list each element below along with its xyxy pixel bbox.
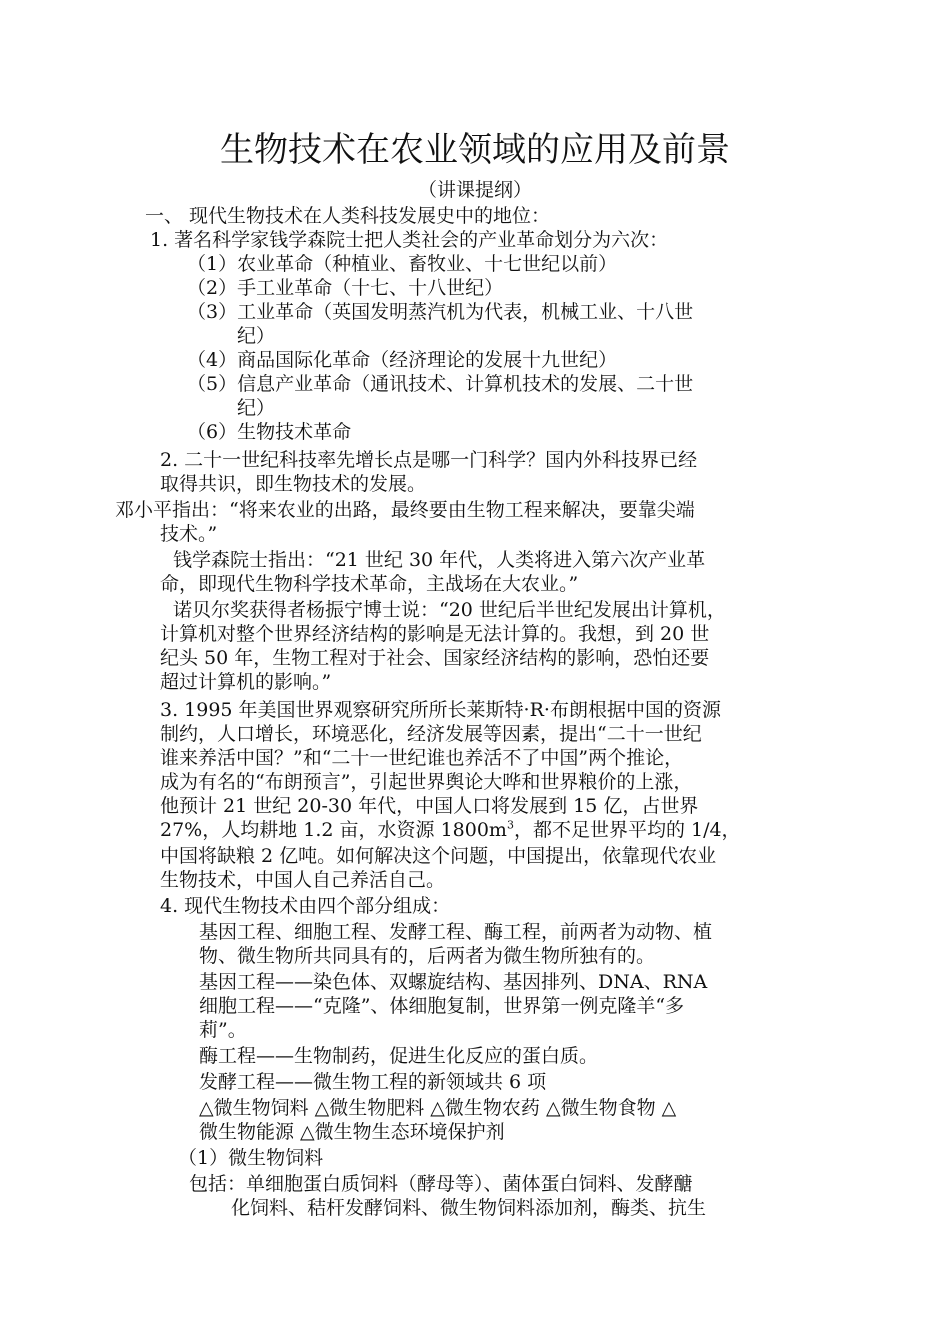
paragraph-line: 1. 著名科学家钱学森院士把人类社会的产业革命划分为六次：	[150, 229, 669, 251]
list-item: （6）生物技术革命	[187, 421, 352, 443]
paragraph-line: 物、微生物所共同具有的，后两者为微生物所独有的。	[199, 945, 656, 967]
list-item: （5）信息产业革命（通讯技术、计算机技术的发展、二十世	[187, 373, 694, 395]
list-item: （1）农业革命（种植业、畜牧业、十七世纪以前）	[187, 253, 618, 275]
paragraph-line: 中国将缺粮 2 亿吨。如何解决这个问题，中国提出，依靠现代农业	[160, 845, 717, 867]
list-item: （4）商品国际化革命（经济理论的发展十九世纪）	[187, 349, 618, 371]
paragraph-line: 邓小平指出：“将来农业的出路，最终要由生物工程来解决，要靠尖端	[115, 499, 695, 521]
paragraph-line: 制约，人口增长，环境恶化，经济发展等因素，提出“二十一世纪	[160, 723, 702, 745]
paragraph-line: 包括：单细胞蛋白质饲料（酵母等）、菌体蛋白饲料、发酵醣	[189, 1173, 693, 1195]
paragraph-line: 莉”。	[199, 1019, 247, 1041]
paragraph-line: 技术。”	[160, 523, 218, 545]
paragraph-text: ，都不足世界平均的 1/4，	[513, 819, 741, 841]
paragraph-line: 细胞工程——“克隆”、体细胞复制，世界第一例克隆羊“多	[199, 995, 685, 1017]
paragraph-line: 2. 二十一世纪科技率先增长点是哪一门科学？国内外科技界已经	[160, 449, 698, 471]
paragraph-line	[160, 818, 741, 842]
paragraph-line: 计算机对整个世界经济结构的影响是无法计算的。我想，到 20 世	[160, 623, 710, 645]
paragraph-line: 3. 1995 年美国世界观察研究所所长莱斯特·R·布朗根据中国的资源	[160, 699, 721, 721]
paragraph-line: 钱学森院士指出：“21 世纪 30 年代，人类将进入第六次产业革	[173, 549, 706, 571]
list-item: （1）微生物饲料	[178, 1147, 324, 1169]
document-title: 生物技术在农业领域的应用及前景	[220, 130, 730, 170]
list-item-continuation: 纪）	[237, 397, 276, 419]
paragraph-line: 基因工程——染色体、双螺旋结构、基因排列、DNA、RNA	[199, 971, 708, 993]
paragraph-line: 基因工程、细胞工程、发酵工程、酶工程，前两者为动物、植	[199, 921, 713, 943]
list-item-continuation: 纪）	[237, 325, 276, 347]
paragraph-line: 超过计算机的影响。”	[160, 671, 332, 693]
paragraph-line: 发酵工程——微生物工程的新领域共 6 项	[199, 1071, 547, 1093]
paragraph-line: 诺贝尔奖获得者杨振宁博士说：“20 世纪后半世纪发展出计算机，	[173, 599, 726, 621]
paragraph-line: 成为有名的“布朗预言”，引起世界舆论大哗和世界粮价的上涨，	[160, 771, 693, 793]
paragraph-line: 4. 现代生物技术由四个部分组成：	[160, 895, 451, 917]
paragraph-line: 微生物能源 △微生物生态环境保护剂	[199, 1121, 505, 1143]
superscript: 3	[506, 818, 514, 832]
paragraph-line: 他预计 21 世纪 20-30 年代，中国人口将发展到 15 亿，占世界	[160, 795, 699, 817]
paragraph-line: 纪头 50 年，生物工程对于社会、国家经济结构的影响，恐怕还要	[160, 647, 710, 669]
paragraph-line: 生物技术，中国人自己养活自己。	[160, 869, 446, 891]
paragraph-line: △微生物饲料 △微生物肥料 △微生物农药 △微生物食物 △	[199, 1097, 677, 1119]
paragraph-text: 27%，人均耕地 1.2 亩，水资源 1800m	[160, 819, 507, 841]
section-heading-1: 一、 现代生物技术在人类科技发展史中的地位：	[145, 205, 551, 227]
document-subtitle: （讲课提纲）	[417, 179, 532, 201]
list-item: （3）工业革命（英国发明蒸汽机为代表，机械工业、十八世	[187, 301, 694, 323]
paragraph-line: 谁来养活中国？”和“二十一世纪谁也养活不了中国”两个推论，	[160, 747, 684, 769]
paragraph-line: 化饲料、秸杆发酵饲料、微生物饲料添加剂，酶类、抗生	[231, 1197, 707, 1219]
list-item: （2）手工业革命（十七、十八世纪）	[187, 277, 504, 299]
paragraph-line: 命，即现代生物科学技术革命，主战场在大农业。”	[160, 573, 579, 595]
paragraph-line: 酶工程——生物制药，促进生化反应的蛋白质。	[199, 1045, 599, 1067]
paragraph-line: 取得共识，即生物技术的发展。	[160, 473, 427, 495]
